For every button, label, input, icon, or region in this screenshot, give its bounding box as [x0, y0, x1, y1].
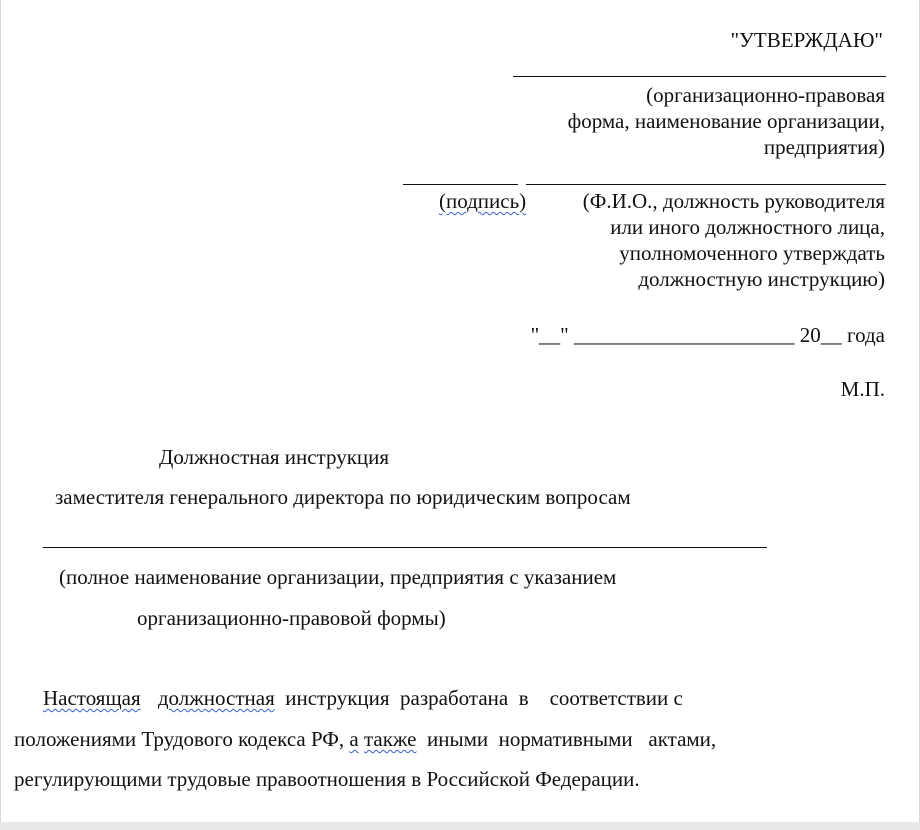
approval-heading: "УТВЕРЖДАЮ" — [730, 28, 883, 52]
organization-name-line — [43, 547, 767, 548]
document-subtitle: заместителя генерального директора по юридическим вопросам — [55, 485, 631, 509]
official-caption-line-2: или иного должностного лица, — [610, 215, 885, 239]
body-line-2 — [14, 726, 716, 752]
seal-mark: М.П. — [840, 377, 885, 401]
approval-date-line: "__" _____________________ 20__ года — [530, 323, 885, 347]
body-line-1-rest: инструкция разработана в соответствии с — [285, 686, 683, 710]
body-word-takzhe: также — [363, 727, 417, 751]
organization-caption-line-1: (полное наименование организации, предприятия с указанием — [59, 565, 617, 589]
body-word-a: а — [349, 727, 359, 751]
organization-signature-line — [513, 76, 886, 77]
official-name-blank-line — [526, 184, 886, 185]
page-bottom-edge — [0, 822, 920, 830]
body-line-3: регулирующими трудовые правоотношения в Российской Федерации. — [14, 767, 640, 791]
signature-blank-line — [403, 184, 518, 185]
body-line-1 — [43, 685, 683, 711]
official-caption-line-1: (Ф.И.О., должность руководителя — [582, 189, 885, 213]
body-word-dolzhnostnaya: должностная — [157, 686, 275, 710]
signature-label-text: (подпись) — [439, 189, 527, 213]
body-word-nastoyaschaya: Настоящая — [43, 686, 141, 710]
org-caption-line-1: (организационно-правовая — [646, 83, 885, 107]
official-caption-line-4: должностную инструкцию) — [638, 267, 885, 291]
body-line-2-rest: иными нормативными актами, — [426, 727, 717, 751]
organization-caption-line-2: организационно-правовой формы) — [137, 606, 446, 630]
body-line-2-start: положениями Трудового кодекса РФ, — [14, 727, 345, 751]
official-caption-line-3: уполномоченного утверждать — [619, 241, 885, 265]
org-caption-line-3: предприятия) — [763, 135, 885, 159]
signature-label — [439, 188, 526, 214]
document-title: Должностная инструкция — [159, 445, 390, 469]
org-caption-line-2: форма, наименование организации, — [567, 109, 885, 133]
